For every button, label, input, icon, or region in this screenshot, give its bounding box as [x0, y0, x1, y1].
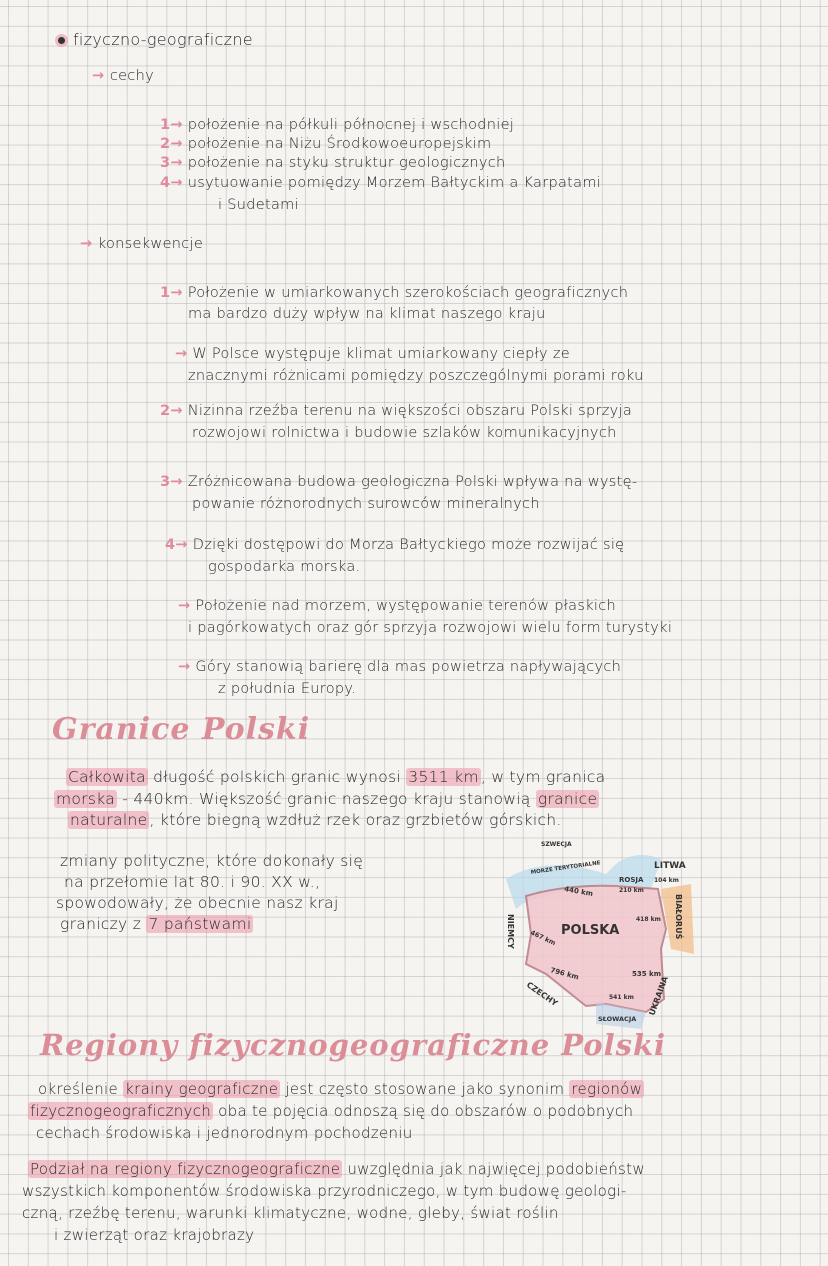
- map-label: 535 km: [632, 970, 661, 978]
- regiony-paragraph-line: [28, 1102, 633, 1120]
- list-item: [178, 598, 616, 614]
- label: konsekwencje: [97, 236, 204, 252]
- highlight: regionów: [571, 1080, 643, 1098]
- highlight: granice: [537, 790, 598, 808]
- text: jest często stosowane jako synonim: [280, 1080, 570, 1098]
- list-item: [160, 474, 637, 490]
- text: , które biegną wzdłuż rzek oraz grzbietów górskich.: [149, 811, 562, 829]
- text: uwzględnia jak najwięcej podobieństw: [342, 1160, 645, 1178]
- map-label: 467 km: [529, 928, 557, 948]
- map-label: UKRAINA: [647, 975, 670, 1017]
- zmiany-line: spowodowały, że obecnie nasz kraj: [56, 894, 339, 912]
- zmiany-line: na przełomie lat 80. i 90. XX w.,: [64, 873, 321, 891]
- regiony-paragraph-line: czną, rzeźbę terenu, warunki klimatyczne, wodne, gleby, świat roślin: [22, 1204, 559, 1222]
- list-item: [160, 117, 514, 133]
- text: położenie na Niżu Środkowoeuropejskim: [187, 136, 492, 152]
- text: W Polsce występuje klimat umiarkowany ciepły ze: [192, 346, 570, 362]
- map-label: POLSKA: [561, 923, 620, 938]
- regiony-paragraph-line: cechach środowiska i jednorodnym pochodzeniu: [36, 1124, 413, 1142]
- regiony-paragraph-line: i zwierząt oraz krajobrazy: [54, 1226, 255, 1244]
- list-item-cont: gospodarka morska.: [208, 559, 361, 575]
- text: graniczy z: [60, 915, 147, 933]
- num: 2→: [160, 136, 183, 152]
- list-item: [175, 346, 570, 362]
- list-item: [160, 403, 632, 419]
- text: położenie na półkuli północnej i wschodniej: [187, 117, 515, 133]
- regiony-paragraph-line: wszystkich komponentów środowiska przyrodniczego, w tym budowę geologi-: [22, 1182, 627, 1200]
- map-label: NIEMCY: [506, 914, 515, 949]
- heading-granice: Granice Polski: [52, 712, 311, 747]
- text: Zróżnicowana budowa geologiczna Polski wpływa na wystę-: [187, 474, 638, 490]
- heading-regiony: Regiony fizycznogeograficzne Polski: [40, 1028, 667, 1062]
- arrow-icon: →: [80, 236, 98, 252]
- text: usytuowanie pomiędzy Morzem Bałtyckim a Karpatami: [187, 175, 602, 191]
- list-item: [160, 136, 491, 152]
- text: Nizinna rzeźba terenu na większości obszaru Polski sprzyja: [187, 403, 633, 419]
- text: położenie na styku struktur geologicznych: [187, 155, 506, 171]
- num: 3→: [160, 155, 183, 171]
- list-item: [160, 155, 506, 171]
- map-label: 104 km: [654, 877, 679, 884]
- highlight: Całkowita: [68, 768, 146, 786]
- num: →: [175, 346, 188, 362]
- num: 3→: [160, 474, 183, 490]
- text: - 440km. Większość granic naszego kraju stanowią: [117, 790, 536, 808]
- num: 4→: [165, 537, 188, 553]
- highlight: morska: [56, 790, 116, 808]
- map-label: 440 km: [563, 885, 594, 899]
- list-item: [178, 659, 621, 675]
- highlight: Podział na regiony fizycznogeograficzne: [30, 1160, 341, 1178]
- list-item: [160, 175, 601, 191]
- map-label: BIAŁORUŚ: [674, 894, 683, 940]
- highlight: 3511 km: [408, 768, 479, 786]
- highlight: krainy geograficzne: [125, 1080, 279, 1098]
- num: →: [178, 598, 191, 614]
- text: , w tym granica: [480, 768, 606, 786]
- num: 1→: [160, 285, 183, 301]
- map-label: 796 km: [549, 966, 580, 982]
- regiony-paragraph-line: [28, 1160, 645, 1178]
- map-label: CZECHY: [524, 980, 560, 1009]
- text: Położenie w umiarkowanych szerokościach geograficznych: [187, 285, 629, 301]
- text: oba te pojęcia odnoszą się do obszarów o podobnych: [213, 1102, 634, 1120]
- regiony-paragraph-line: [38, 1080, 644, 1098]
- label: cechy: [109, 68, 154, 84]
- map-label: MORZE TERYTORIALNE: [530, 860, 601, 876]
- granice-paragraph-line: [54, 790, 599, 808]
- text: Dzięki dostępowi do Morza Bałtyckiego może rozwijać się: [192, 537, 625, 553]
- bullet-icon: [58, 37, 65, 44]
- num: 1→: [160, 117, 183, 133]
- cechy-heading: [92, 68, 154, 84]
- highlight: naturalne: [70, 811, 148, 829]
- map-label: SŁOWACJA: [598, 1015, 637, 1023]
- title-text: fizyczno-geograficzne: [73, 30, 253, 49]
- list-item-cont: i pagórkowatych oraz gór sprzyja rozwojowi wielu form turystyki: [188, 620, 673, 636]
- map-label: ROSJA: [619, 876, 644, 884]
- text: Położenie nad morzem, występowanie terenów płaskich: [195, 598, 616, 614]
- map-label: SZWECJA: [541, 841, 572, 848]
- text: określenie: [38, 1080, 124, 1098]
- highlight: 7 państwami: [148, 915, 252, 933]
- num: →: [178, 659, 191, 675]
- num: 2→: [160, 403, 183, 419]
- list-item: [160, 285, 628, 301]
- map-label: 541 km: [609, 994, 634, 1001]
- map-label: LITWA: [654, 861, 686, 871]
- list-item-cont: powanie różnorodnych surowców mineralnych: [192, 496, 540, 512]
- konsekwencje-heading: [80, 236, 203, 252]
- list-item-cont: z południa Europy.: [218, 681, 357, 697]
- granice-paragraph-line: [66, 768, 605, 786]
- list-item-cont: i Sudetami: [218, 197, 299, 213]
- map-label: 418 km: [636, 916, 661, 923]
- arrow-icon: →: [92, 68, 110, 84]
- text: długość polskich granic wynosi: [147, 768, 407, 786]
- list-item-cont: ma bardzo duży wpływ na klimat naszego kraju: [188, 306, 546, 322]
- list-item-cont: znacznymi różnicami pomiędzy poszczególnymi porami roku: [188, 368, 644, 384]
- highlight: fizycznogeograficznych: [30, 1102, 212, 1120]
- num: 4→: [160, 175, 183, 191]
- list-item: [165, 537, 624, 553]
- text: Góry stanowią barierę dla mas powietrza napływających: [195, 659, 622, 675]
- poland-borders-map: [486, 834, 716, 1034]
- granice-paragraph-line: [68, 811, 562, 829]
- section-title: [58, 30, 253, 49]
- zmiany-line: [60, 915, 253, 933]
- zmiany-line: zmiany polityczne, które dokonały się: [60, 852, 364, 870]
- list-item-cont: rozwojowi rolnictwa i budowie szlaków komunikacyjnych: [192, 425, 617, 441]
- map-label: 210 km: [619, 887, 644, 894]
